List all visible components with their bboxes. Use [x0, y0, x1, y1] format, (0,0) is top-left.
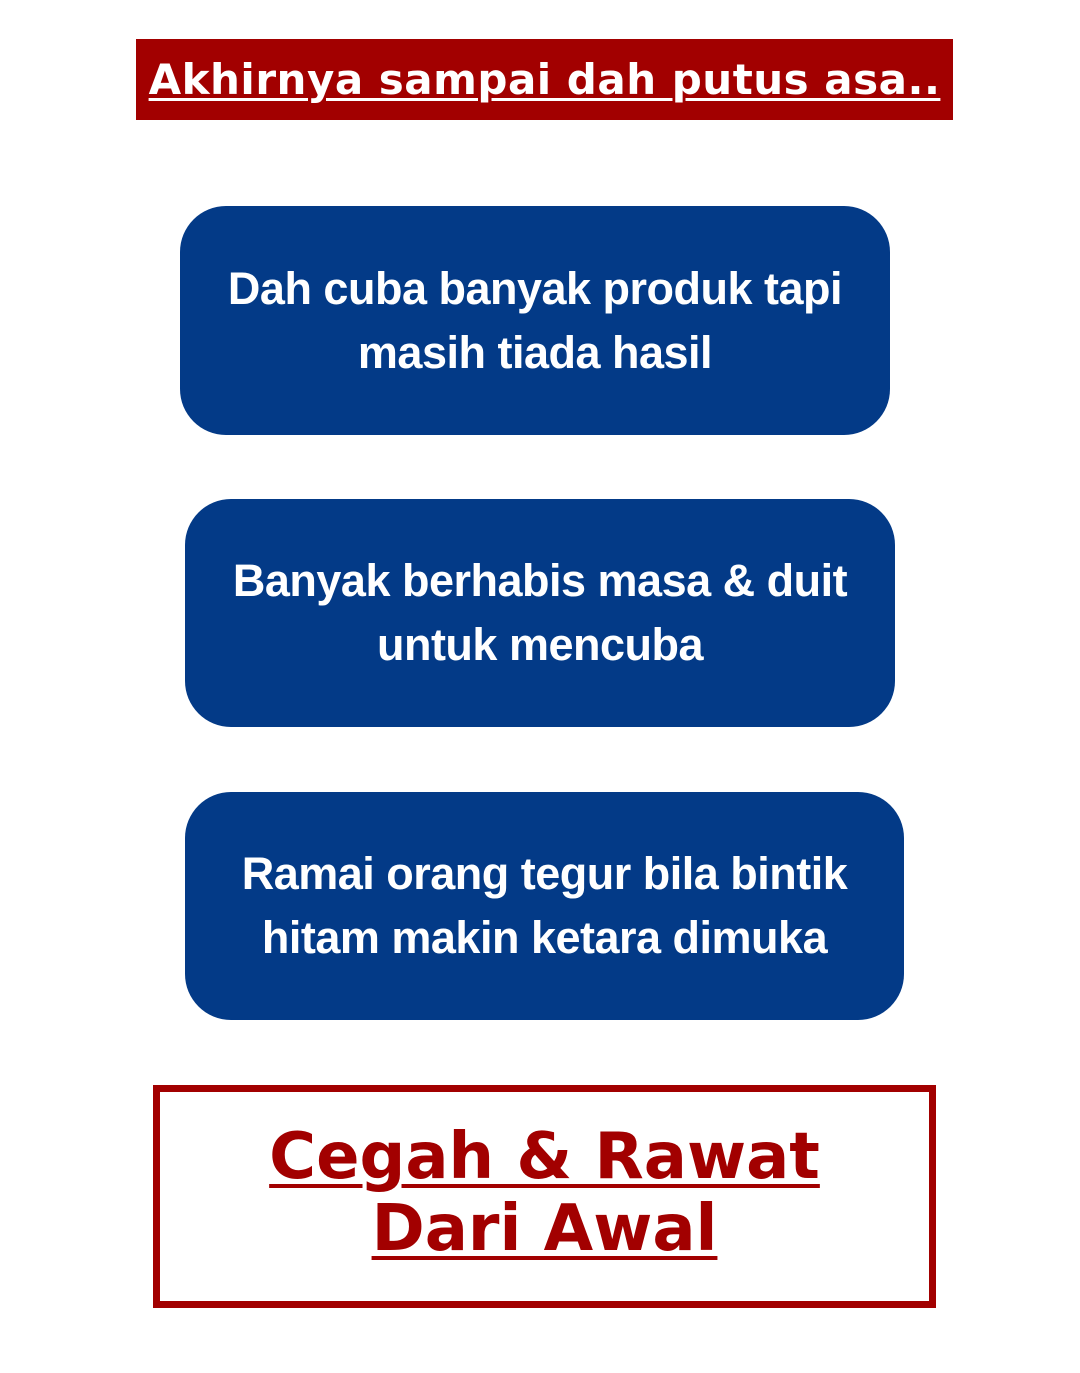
cta-text: Cegah & Rawat Dari Awal: [269, 1119, 820, 1266]
pain-point-card: [185, 792, 904, 1020]
header-banner: [136, 39, 953, 120]
pain-point-text: Dah cuba banyak produk tapi masih tiada hasil: [227, 262, 843, 378]
pain-point-card: [185, 499, 895, 727]
header-title: Akhirnya sampai dah putus asa..: [148, 55, 941, 104]
pain-point-text: Banyak berhabis masa & duit untuk mencuba: [232, 555, 848, 670]
pain-point-text: Ramai orang tegur bila bintik hitam makin ketara dimuka: [241, 848, 848, 963]
cta-box: [153, 1085, 936, 1308]
pain-point-card: [180, 206, 890, 435]
